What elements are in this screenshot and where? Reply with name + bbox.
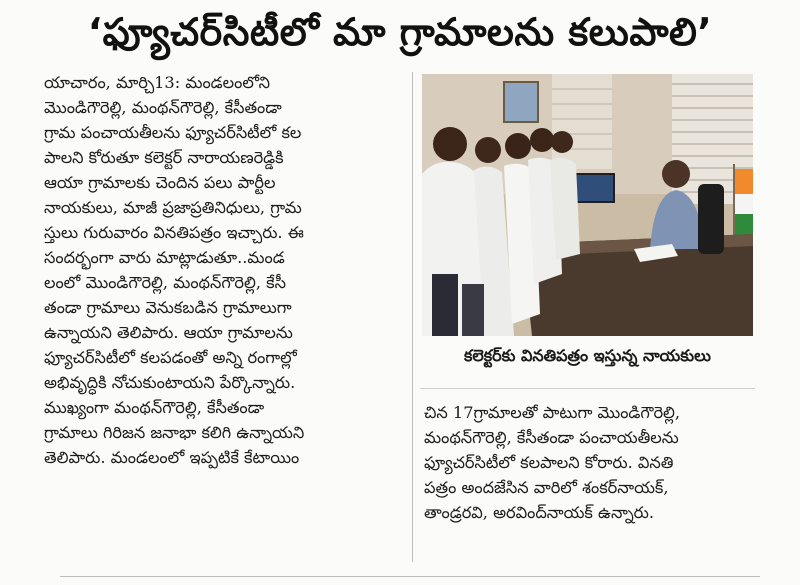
body-line: తాండ్రరవి, అరవింద్‌నాయక్ ఉన్నారు. bbox=[424, 503, 655, 522]
body-line: యాచారం, మార్చి13: మండలంలోని bbox=[44, 73, 270, 92]
body-line: ఉన్నాయని తెలిపారు. ఆయా గ్రామాలను bbox=[44, 323, 293, 342]
column-divider bbox=[412, 72, 413, 562]
body-line: పత్రం అందజేసిన వారిలో శంకర్‌నాయక్, bbox=[424, 478, 669, 497]
photo-caption: కలెక్టర్‌కు వినతిపత్రం ఇస్తున్న నాయకులు bbox=[464, 346, 711, 365]
body-line: ఫ్యూచర్‌సిటీలో కలపాలని కోరారు. వినతి bbox=[424, 453, 674, 472]
body-line: తండా గ్రామాలు వెనుకబడిన గ్రామాలుగా bbox=[44, 298, 292, 317]
article-left-column bbox=[44, 70, 409, 560]
body-line: చిన 17గ్రామాలతో పాటుగా మొండిగౌరెల్లి, bbox=[424, 403, 681, 422]
news-photo bbox=[422, 74, 753, 336]
body-line: గ్రామాలు గిరిజన జనాభా కలిగి ఉన్నాయని bbox=[44, 423, 305, 442]
body-line: ముఖ్యంగా మంథన్‌గౌరెల్లి, కేసీతండా bbox=[44, 398, 265, 417]
body-line: మంథన్‌గౌరెల్లి, కేసీతండా పంచాయతీలను bbox=[424, 428, 679, 447]
body-line: సందర్భంగా వారు మాట్లాడుతూ..మండ bbox=[44, 248, 285, 267]
body-line: అభివృద్ధికి నోచుకుంటాయని పేర్కొన్నారు. bbox=[44, 373, 296, 392]
body-line: ఆయా గ్రామాలకు చెందిన పలు పార్టీల bbox=[44, 173, 276, 192]
body-line: నాయకులు, మాజీ ప్రజాప్రతినిధులు, గ్రామ bbox=[44, 198, 302, 217]
headline: ‘ఫ్యూచర్‌సిటీలో మా గ్రామాలను కలుపాలి’ bbox=[87, 10, 713, 54]
body-line: గ్రామ పంచాయతీలను ఫ్యూచర్‌సిటీలో కల bbox=[44, 123, 302, 142]
body-line: మొండిగౌరెల్లి, మంథన్‌గౌరెల్లి, కేసీతండా bbox=[44, 98, 282, 117]
body-line: తెలిపారు. మండలంలో ఇప్పటికే కేటాయిం bbox=[44, 448, 300, 467]
bottom-divider bbox=[60, 576, 760, 577]
body-line: పాలని కోరుతూ కలెక్టర్ నారాయణరెడ్డికి bbox=[44, 148, 284, 167]
body-line: ఫ్యూచర్‌సిటీలో కలపడంతో అన్ని రంగాల్లో bbox=[44, 348, 297, 367]
body-line: స్తులు గురువారం వినతిపత్రం ఇచ్చారు. ఈ bbox=[44, 223, 304, 242]
body-line: లంలో మొండిగౌరెల్లి, మంథన్‌గౌరెల్లి, కేసీ bbox=[44, 273, 286, 292]
caption-divider bbox=[420, 388, 755, 389]
article-right-column bbox=[424, 400, 754, 560]
